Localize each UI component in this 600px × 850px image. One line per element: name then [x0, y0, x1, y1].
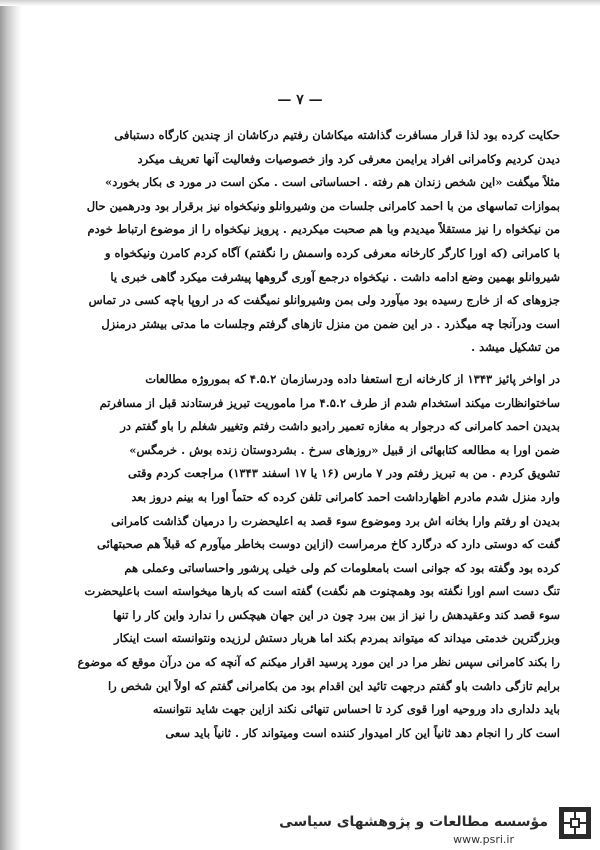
text-line: است کار را انجام دهد ثانیاً این کار امیدوار کننده است ومیتواند کار . ثانیاً باید سعی: [165, 725, 560, 740]
text-line: وارد منزل شدم مادرم اظهارداشت احمد کامرانی تلفن کرده که حتماً اورا به بینم دروز بعد: [131, 489, 560, 504]
watermark-footer: [130, 804, 600, 850]
text-line: حکایت کرده بود لذا قرار مسافرت گذاشته میکاشان رفتیم درکاشان از چندین کارگاه دستبافی: [114, 128, 560, 142]
text-line: جزوهای که از خارج رسیده بود میآورد ولی بمن وشیروانلو نمیگفت که در اروپا باچه کسی در تماس: [88, 293, 560, 308]
text-line: را بکند کامرانی سپس نظر مرا در این مورد پرسید اقرار میکنم که آنچه که من درآن موقع که موضوع: [77, 655, 560, 670]
text-line: وبزرگترین خدمتی میداند که میتواند بمردم بکند اما هربار دستش لرزیده ونتوانسته است اینکار: [114, 631, 560, 646]
text-line: کرده بود وگفته بود که جوانی است بامعلومات کم ولی خیلی پرشور واحساساتی وعملی هم: [124, 560, 560, 575]
text-line: شیروانلو بهمین وضع ادامه داشت . نیکخواه درجمع آوری گروهها پیشرفت میکرد گاهی خبری یا: [110, 269, 560, 284]
text-line: من نیکخواه را نیز مستقلاً میدیدم وبا هم صحبت میکردیم . پرویز نیکخواه را از موضوع ارتباط خودم: [87, 222, 560, 237]
text-line: [58, 360, 560, 368]
organization-name: مؤسسه مطالعات و پژوهشهای سیاسی: [279, 814, 548, 830]
text-line: ضمن اورا به مطالعه کتابهائی از قبیل «روزهای سرخ . بشردوستان زنده بوش . خرمگس»: [129, 442, 560, 457]
document-body: [58, 124, 560, 745]
text-line: دیدن کردیم وکامرانی افراد یرایمن معرفی کرد واز خصوصیات وفعالیت آنها تعریف میکرد: [137, 151, 560, 166]
text-line: در اواخر پائیز ۱۳۴۳ از کارخانه ارج استعفا داده ودرسازمان ۴.۵.۲ که بموروژه مطالعات: [145, 371, 560, 386]
text-line: است ودرآنجا چه میگذرد . در این ضمن من منزل تازهای گرفتم وجلسات ما مدتی بیشتر درمنزل: [101, 316, 560, 331]
text-line: من تشکیل میشد .: [471, 340, 560, 355]
text-line: تنگ دست اسم اورا نگفته بود وهمچنوت هم نگفت) گفته است که بارها میخواسته است باعلیحضرت: [84, 584, 560, 599]
scan-edge-shadow: [0, 0, 22, 850]
text-line: گفت که دوستی دارد که درگارد کاخ مرمراست (ازاین دوست بخاطر میآورم که قبلاً هم صحبتهائی: [97, 537, 560, 552]
text-line: بدیدن احمد کامرانی که درجوار به مغازه تعمیر رادیو داشت رفتم وتغییر شغلم را باو گفتم در: [120, 419, 560, 434]
text-line: بدیدن او رفتم وارا بخانه اش برد وموضوع سوء قصد به اعلیحضرت را درمیان گذاشت کامرانی: [111, 513, 560, 528]
text-line: با کامرانی (که اورا کارگر کارخانه معرفی کرده واسمش را نگفتم) آگاه کردم کامرن ونیکخواه و: [104, 245, 560, 260]
page-number: — ۷ —: [277, 92, 323, 108]
psri-logo-icon: [558, 806, 592, 840]
scan-top-shadow: [0, 0, 600, 6]
text-line: سوء قصد کند وعقیدهش را نیز از بین ببرد چون در این جهان هیچکس را ندارد واین کار را تنها: [112, 607, 560, 622]
text-line: باید دلداری داد وروحیه اورا قوی کرد تا احساس تنهائی نکند ازاین جهت شاید نتوانسته: [152, 702, 560, 717]
text-line: تشویق کردم . من به تبریز رفتم ودر ۷ مارس (۱۶ یا ۱۷ اسفند ۱۳۴۳) مراجعت کردم وقتی: [127, 466, 560, 481]
text-line: ساختوانظارت میکند استخدام شدم از طرف ۴.۵.۲ مرا ماموریت تبریز فرستادند قبل از مسافرتم: [99, 395, 560, 410]
text-line: بموازات تماسهای من با احمد کامرانی جلسات من وشیروانلو ونیکخواه نیز برقرار بود ودرهمین حال: [86, 198, 560, 213]
text-line: مثلاً میگفت «این شخص زندان هم رفته . احساساتی است . مکن است در مورد ی بکار بخورد»: [105, 175, 560, 190]
text-line: برایم تازگی داشت باو گفتم درجهت تائید این اقدام بود من بکامرانی گفتم که اولاً این شخص را: [107, 678, 560, 693]
website-url: www.psri.ir: [453, 833, 514, 846]
